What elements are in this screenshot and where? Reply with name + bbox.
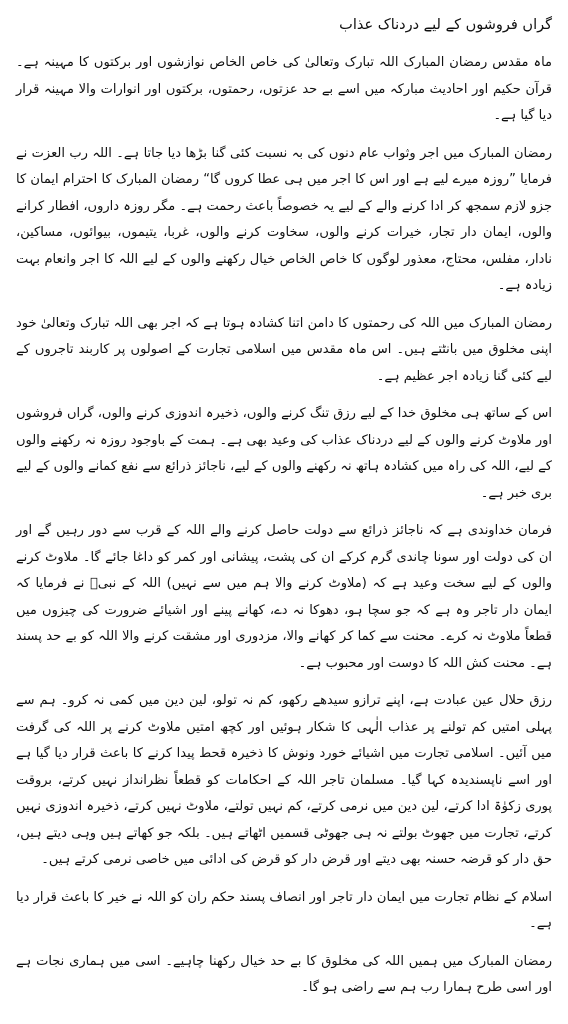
article-paragraph: رمضان المبارک میں ہمیں اللہ کی مخلوق کا بے حد خیال رکھنا چاہیے۔ اسی میں ہماری نجات ہے اور اسی طرح ہمارا رب ہم سے راضی ہو گا۔ bbox=[16, 953, 552, 995]
article-paragraph: اسلام کے نظام تجارت میں ایمان دار تاجر اور انصاف پسند حکم ران کو اللہ نے خیر کا باعث قرار دیا ہے۔ bbox=[16, 889, 552, 931]
article-paragraph: فرمان خداوندی ہے کہ ناجائز ذرائع سے دولت حاصل کرنے والے اللہ کے قرب سے دور رہیں گے اور ان کی دولت اور سونا چاندی گرم کرکے ان کی پشت، پیشانی اور کمر کو داغا جائے گا۔ ملاوٹ کرنے والوں کے لیے سخت وعید ہے کہ (ملاوٹ کرنے والا ہم میں سے نہیں) اللہ کے نبیؐ نے فرمایا کہ ایمان دار تاجر وہ ہے کہ جو سچا ہو، دھوکا نہ دے، کھانے پینے اور اشیائے ضرورت کی چیزوں میں قطعاً ملاوٹ نہ کرے۔ محنت سے کما کر کھانے والا، مزدوری اور مشقت کرنے والا اللہ کو بے حد پسند ہے۔ محنت کش اللہ کا دوست اور محبوب ہے۔ bbox=[16, 523, 552, 671]
article-paragraph: اس کے ساتھ ہی مخلوق خدا کے لیے رزق تنگ کرنے والوں، ذخیرہ اندوزی کرنے والوں، گراں فروشوں اور ملاوٹ کرنے والوں کے لیے دردناک عذاب کی وعید بھی ہے۔ ہمت کے باوجود روزہ نہ رکھنے والوں کے لیے، اللہ کی راہ میں کشادہ ہاتھ نہ رکھنے والوں کے لیے، ناجائز ذرائع سے نفع کمانے والوں کے لیے بری خبر ہے۔ bbox=[16, 406, 552, 501]
article-paragraph: رزق حلال عین عبادت ہے، اپنے ترازو سیدھے رکھو، کم نہ تولو، لین دین میں کمی نہ کرو۔ ہم سے پہلی امتیں کم تولنے پر عذاب الٰہی کا شکار ہوئیں اور کچھ امتیں ملاوٹ کرنے پر اللہ کی گرفت میں آئیں۔ اسلامی تجارت میں اشیائے خورد ونوش کا ذخیرہ قحط پیدا کرنے کا باعث قرار دیا گیا ہے اور اسے ناپسندیدہ کہا گیا۔ مسلمان تاجر اللہ کے احکامات کو قطعاً نظرانداز نہیں کرتے، بروقت پوری زکوٰۃ ادا کرتے، لین دین میں نرمی کرتے، کم نہیں تولتے، ملاوٹ نہیں کرتے، ذخیرہ اندوزی نہیں کرتے، تجارت میں جھوٹ بولتے نہ ہی جھوٹی قسمیں اٹھاتے ہیں۔ بلکہ جو کھاتے ہیں وہی دیتے ہیں، حق دار کو قرضہ حسنہ بھی دیتے اور قرض دار کو قرض کی ادائی میں خاصی نرمی کرتے ہیں۔ bbox=[16, 693, 552, 867]
article-paragraph: رمضان المبارک میں اجر وثواب عام دنوں کی بہ نسبت کئی گنا بڑھا دیا جاتا ہے۔ اللہ رب العزت نے فرمایا ”روزہ میرے لیے ہے اور اس کا اجر میں ہی عطا کروں گا“ رمضان المبارک کا احترام ایمان کا جزو لازم سمجھ کر ادا کرنے والے کے لیے یہ خصوصاً باعث رحمت ہے۔ مگر روزہ داروں، افطار کرانے والوں، ایمان دار تجار، خیرات کرنے والوں، سخاوت کرنے والوں، غربا، یتیموں، بیوائوں، مساکین، نادار، مفلس، محتاج، معذور لوگوں کا خاص الخاص خیال رکھنے والوں کے لیے اللہ کا اجر وانعام بہت زیادہ ہے۔ bbox=[16, 145, 552, 293]
article-title: گراں فروشوں کے لیے دردناک عذاب bbox=[339, 17, 552, 33]
article-paragraph: رمضان المبارک میں اللہ کی رحمتوں کا دامن اتنا کشادہ ہوتا ہے کہ اجر بھی اللہ تبارک وتعالیٰ خود اپنی مخلوق میں بانٹتے ہیں۔ اس ماہ مقدس میں اسلامی تجارت کے اصولوں پر کاربند تاجروں کے لیے کئی گنا زیادہ اجر عظیم ہے۔ bbox=[16, 315, 552, 384]
article-paragraph: ماہ مقدس رمضان المبارک اللہ تبارک وتعالیٰ کی خاص الخاص نوازشوں اور برکتوں کا مہینہ ہے۔ قرآن حکیم اور احادیث مبارکہ میں اسے بے حد عزتوں، رحمتوں، برکتوں اور انوارات والا مہینہ قرار دیا گیا ہے۔ bbox=[16, 55, 552, 123]
